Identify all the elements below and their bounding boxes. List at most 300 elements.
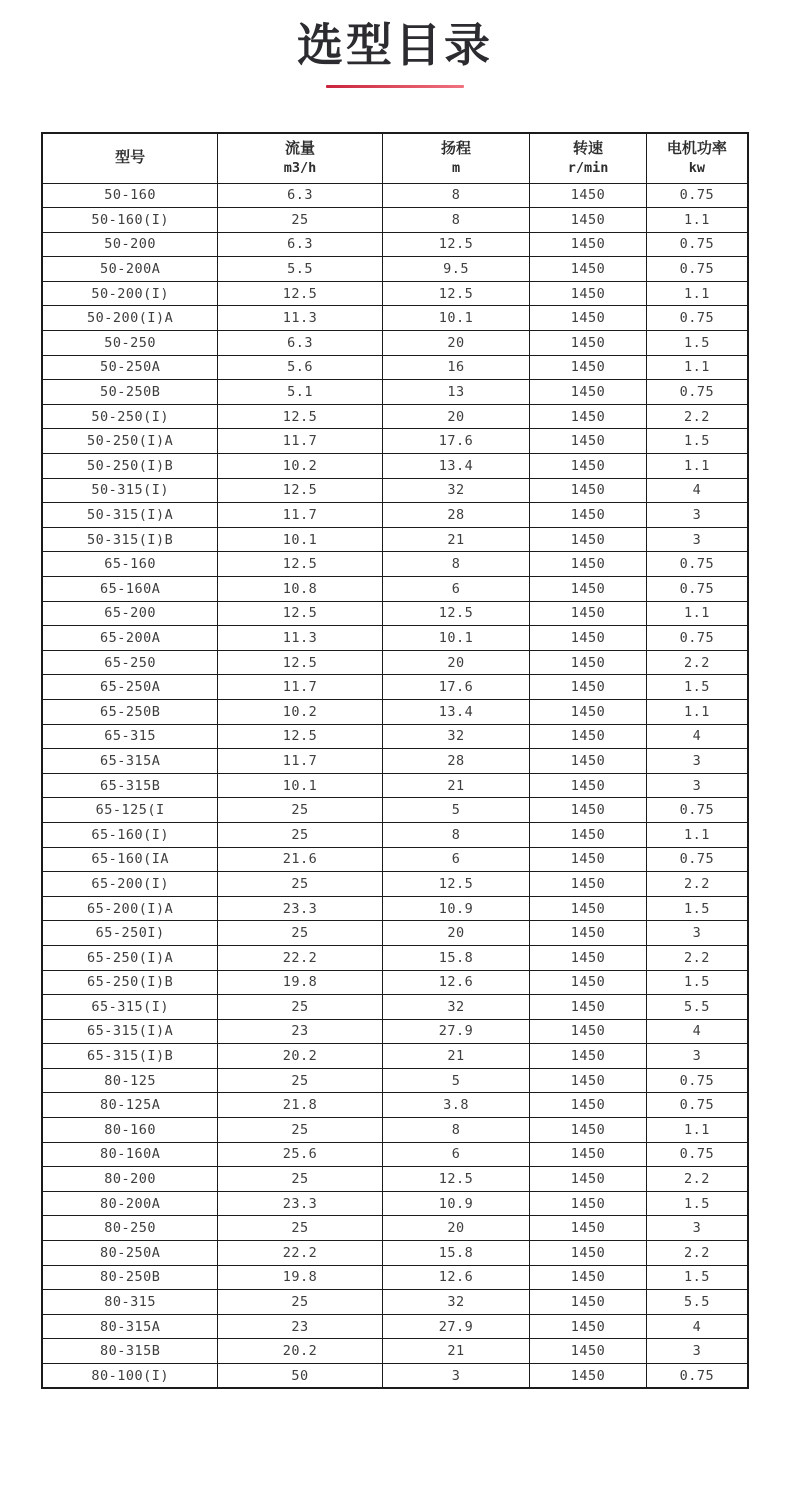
table-header <box>42 133 748 183</box>
cell-model: 80-200A <box>42 1191 218 1216</box>
cell-head: 12.5 <box>382 232 530 257</box>
cell-model: 80-125A <box>42 1093 218 1118</box>
page-title: 选型目录 <box>297 19 493 71</box>
table-row <box>42 1216 748 1241</box>
cell-model: 65-160(IA <box>42 847 218 872</box>
cell-flow: 25 <box>218 995 382 1020</box>
cell-speed: 1450 <box>530 232 646 257</box>
cell-flow: 23 <box>218 1314 382 1339</box>
cell-speed: 1450 <box>530 306 646 331</box>
cell-power: 3 <box>646 1216 748 1241</box>
cell-speed: 1450 <box>530 650 646 675</box>
cell-head: 13 <box>382 380 530 405</box>
cell-speed: 1450 <box>530 380 646 405</box>
cell-speed: 1450 <box>530 699 646 724</box>
cell-model: 50-200 <box>42 232 218 257</box>
cell-head: 6 <box>382 1142 530 1167</box>
cell-model: 50-160 <box>42 183 218 208</box>
table-row <box>42 675 748 700</box>
table-row <box>42 503 748 528</box>
table-row <box>42 478 748 503</box>
cell-model: 65-315(I) <box>42 995 218 1020</box>
header-model <box>42 133 218 183</box>
cell-power: 1.5 <box>646 896 748 921</box>
cell-model: 50-250A <box>42 355 218 380</box>
cell-head: 12.6 <box>382 1265 530 1290</box>
cell-flow: 6.3 <box>218 331 382 356</box>
cell-flow: 5.1 <box>218 380 382 405</box>
table-row <box>42 945 748 970</box>
cell-speed: 1450 <box>530 822 646 847</box>
cell-power: 1.1 <box>646 601 748 626</box>
cell-head: 32 <box>382 724 530 749</box>
cell-model: 65-250B <box>42 699 218 724</box>
table-row <box>42 1167 748 1192</box>
table-row <box>42 1019 748 1044</box>
cell-power: 3 <box>646 749 748 774</box>
cell-power: 0.75 <box>646 257 748 282</box>
table-row <box>42 749 748 774</box>
cell-speed: 1450 <box>530 1019 646 1044</box>
cell-flow: 12.5 <box>218 601 382 626</box>
cell-power: 0.75 <box>646 232 748 257</box>
cell-power: 1.1 <box>646 822 748 847</box>
cell-power: 2.2 <box>646 872 748 897</box>
cell-flow: 12.5 <box>218 478 382 503</box>
table-row <box>42 798 748 823</box>
header-flow <box>218 133 382 183</box>
cell-flow: 10.1 <box>218 527 382 552</box>
cell-head: 21 <box>382 773 530 798</box>
cell-flow: 21.6 <box>218 847 382 872</box>
cell-head: 20 <box>382 650 530 675</box>
cell-model: 65-250(I)A <box>42 945 218 970</box>
table-row <box>42 626 748 651</box>
cell-power: 2.2 <box>646 1241 748 1266</box>
cell-speed: 1450 <box>530 749 646 774</box>
cell-model: 65-315B <box>42 773 218 798</box>
cell-speed: 1450 <box>530 183 646 208</box>
cell-flow: 25.6 <box>218 1142 382 1167</box>
cell-power: 4 <box>646 724 748 749</box>
cell-head: 8 <box>382 1118 530 1143</box>
cell-model: 65-250A <box>42 675 218 700</box>
table-row <box>42 232 748 257</box>
cell-head: 9.5 <box>382 257 530 282</box>
cell-power: 0.75 <box>646 1364 748 1389</box>
cell-head: 21 <box>382 527 530 552</box>
cell-speed: 1450 <box>530 773 646 798</box>
cell-head: 8 <box>382 183 530 208</box>
cell-flow: 11.7 <box>218 429 382 454</box>
cell-head: 17.6 <box>382 675 530 700</box>
cell-flow: 12.5 <box>218 650 382 675</box>
cell-speed: 1450 <box>530 601 646 626</box>
cell-model: 65-200 <box>42 601 218 626</box>
table-row <box>42 404 748 429</box>
cell-speed: 1450 <box>530 527 646 552</box>
header-power-label: 电机功率 <box>666 140 727 158</box>
cell-head: 32 <box>382 478 530 503</box>
table-row <box>42 970 748 995</box>
table-row <box>42 208 748 233</box>
cell-speed: 1450 <box>530 945 646 970</box>
cell-model: 65-315A <box>42 749 218 774</box>
cell-head: 20 <box>382 331 530 356</box>
cell-power: 1.1 <box>646 699 748 724</box>
table-row <box>42 306 748 331</box>
cell-power: 0.75 <box>646 626 748 651</box>
cell-speed: 1450 <box>530 331 646 356</box>
table-row <box>42 1093 748 1118</box>
table-row <box>42 1290 748 1315</box>
table-row <box>42 1339 748 1364</box>
cell-power: 5.5 <box>646 1290 748 1315</box>
table-row <box>42 577 748 602</box>
cell-head: 32 <box>382 1290 530 1315</box>
cell-power: 0.75 <box>646 552 748 577</box>
cell-head: 10.1 <box>382 306 530 331</box>
cell-head: 12.5 <box>382 281 530 306</box>
cell-speed: 1450 <box>530 970 646 995</box>
cell-head: 20 <box>382 1216 530 1241</box>
cell-speed: 1450 <box>530 577 646 602</box>
table-row <box>42 822 748 847</box>
cell-model: 80-125 <box>42 1068 218 1093</box>
cell-power: 3 <box>646 1339 748 1364</box>
cell-head: 27.9 <box>382 1019 530 1044</box>
cell-flow: 19.8 <box>218 970 382 995</box>
cell-flow: 12.5 <box>218 281 382 306</box>
table-body <box>42 183 748 1388</box>
cell-head: 3.8 <box>382 1093 530 1118</box>
cell-power: 1.1 <box>646 454 748 479</box>
cell-head: 5 <box>382 798 530 823</box>
cell-flow: 20.2 <box>218 1044 382 1069</box>
cell-flow: 25 <box>218 1290 382 1315</box>
cell-head: 5 <box>382 1068 530 1093</box>
cell-power: 1.1 <box>646 355 748 380</box>
cell-model: 50-160(I) <box>42 208 218 233</box>
cell-head: 3 <box>382 1364 530 1389</box>
cell-flow: 23.3 <box>218 1191 382 1216</box>
cell-model: 80-160A <box>42 1142 218 1167</box>
table-row <box>42 1314 748 1339</box>
table-row <box>42 552 748 577</box>
header-power <box>646 133 748 183</box>
cell-power: 1.5 <box>646 429 748 454</box>
table-row <box>42 454 748 479</box>
header-head <box>382 133 530 183</box>
cell-model: 50-200(I) <box>42 281 218 306</box>
cell-power: 0.75 <box>646 1093 748 1118</box>
cell-model: 80-160 <box>42 1118 218 1143</box>
cell-speed: 1450 <box>530 1191 646 1216</box>
cell-model: 65-250(I)B <box>42 970 218 995</box>
cell-flow: 5.5 <box>218 257 382 282</box>
cell-model: 80-250A <box>42 1241 218 1266</box>
cell-power: 2.2 <box>646 1167 748 1192</box>
cell-speed: 1450 <box>530 257 646 282</box>
cell-speed: 1450 <box>530 478 646 503</box>
cell-head: 17.6 <box>382 429 530 454</box>
cell-model: 80-200 <box>42 1167 218 1192</box>
cell-head: 10.9 <box>382 896 530 921</box>
cell-speed: 1450 <box>530 921 646 946</box>
cell-power: 3 <box>646 503 748 528</box>
table-row <box>42 355 748 380</box>
cell-flow: 25 <box>218 1068 382 1093</box>
cell-speed: 1450 <box>530 1364 646 1389</box>
cell-power: 4 <box>646 478 748 503</box>
cell-head: 6 <box>382 577 530 602</box>
cell-power: 0.75 <box>646 380 748 405</box>
cell-head: 13.4 <box>382 454 530 479</box>
cell-flow: 25 <box>218 798 382 823</box>
cell-speed: 1450 <box>530 404 646 429</box>
table-row <box>42 380 748 405</box>
cell-model: 80-250B <box>42 1265 218 1290</box>
cell-flow: 11.3 <box>218 626 382 651</box>
header-row <box>42 133 748 183</box>
cell-power: 1.5 <box>646 331 748 356</box>
cell-flow: 25 <box>218 1118 382 1143</box>
table-row <box>42 1191 748 1216</box>
header-head-label: 扬程 <box>441 140 472 158</box>
cell-flow: 25 <box>218 1216 382 1241</box>
cell-head: 12.6 <box>382 970 530 995</box>
cell-model: 80-315B <box>42 1339 218 1364</box>
cell-speed: 1450 <box>530 1068 646 1093</box>
cell-model: 65-315(I)A <box>42 1019 218 1044</box>
cell-power: 4 <box>646 1019 748 1044</box>
cell-speed: 1450 <box>530 1167 646 1192</box>
cell-model: 65-250I) <box>42 921 218 946</box>
cell-power: 0.75 <box>646 1142 748 1167</box>
cell-speed: 1450 <box>530 454 646 479</box>
cell-speed: 1450 <box>530 355 646 380</box>
cell-power: 0.75 <box>646 847 748 872</box>
cell-speed: 1450 <box>530 1265 646 1290</box>
cell-head: 12.5 <box>382 872 530 897</box>
cell-flow: 20.2 <box>218 1339 382 1364</box>
cell-model: 50-315(I)B <box>42 527 218 552</box>
cell-speed: 1450 <box>530 995 646 1020</box>
table-row <box>42 699 748 724</box>
cell-power: 3 <box>646 527 748 552</box>
table-row <box>42 724 748 749</box>
cell-head: 32 <box>382 995 530 1020</box>
cell-flow: 10.8 <box>218 577 382 602</box>
cell-speed: 1450 <box>530 429 646 454</box>
table-row <box>42 1142 748 1167</box>
table-row <box>42 1364 748 1389</box>
table-row <box>42 896 748 921</box>
cell-speed: 1450 <box>530 798 646 823</box>
cell-flow: 21.8 <box>218 1093 382 1118</box>
cell-flow: 11.7 <box>218 749 382 774</box>
table-row <box>42 1044 748 1069</box>
table-row <box>42 601 748 626</box>
cell-speed: 1450 <box>530 847 646 872</box>
table-row <box>42 1118 748 1143</box>
header-flow-unit: m3/h <box>283 160 317 177</box>
cell-head: 28 <box>382 503 530 528</box>
cell-head: 20 <box>382 921 530 946</box>
cell-model: 50-250(I)B <box>42 454 218 479</box>
cell-model: 80-315 <box>42 1290 218 1315</box>
table-row <box>42 183 748 208</box>
cell-model: 50-250 <box>42 331 218 356</box>
cell-head: 21 <box>382 1044 530 1069</box>
table-row <box>42 281 748 306</box>
cell-flow: 10.2 <box>218 454 382 479</box>
cell-speed: 1450 <box>530 872 646 897</box>
cell-model: 50-250(I) <box>42 404 218 429</box>
header-speed <box>530 133 646 183</box>
cell-power: 1.5 <box>646 970 748 995</box>
cell-flow: 22.2 <box>218 945 382 970</box>
cell-speed: 1450 <box>530 1339 646 1364</box>
cell-flow: 25 <box>218 1167 382 1192</box>
cell-head: 15.8 <box>382 1241 530 1266</box>
cell-power: 1.5 <box>646 1191 748 1216</box>
table-row <box>42 429 748 454</box>
cell-model: 50-315(I)A <box>42 503 218 528</box>
cell-flow: 25 <box>218 872 382 897</box>
cell-flow: 11.7 <box>218 675 382 700</box>
cell-flow: 23.3 <box>218 896 382 921</box>
table-row <box>42 1265 748 1290</box>
cell-head: 12.5 <box>382 1167 530 1192</box>
cell-model: 65-250 <box>42 650 218 675</box>
cell-power: 5.5 <box>646 995 748 1020</box>
cell-model: 50-250B <box>42 380 218 405</box>
table-row <box>42 1068 748 1093</box>
cell-speed: 1450 <box>530 281 646 306</box>
cell-model: 80-315A <box>42 1314 218 1339</box>
header-power-unit: kw <box>688 160 706 177</box>
cell-model: 65-315 <box>42 724 218 749</box>
cell-flow: 11.3 <box>218 306 382 331</box>
cell-flow: 12.5 <box>218 552 382 577</box>
table-row <box>42 847 748 872</box>
cell-speed: 1450 <box>530 724 646 749</box>
cell-head: 21 <box>382 1339 530 1364</box>
cell-flow: 12.5 <box>218 404 382 429</box>
cell-flow: 22.2 <box>218 1241 382 1266</box>
table-row <box>42 1241 748 1266</box>
cell-head: 15.8 <box>382 945 530 970</box>
header-speed-label: 转速 <box>573 140 604 158</box>
table-row <box>42 872 748 897</box>
cell-power: 0.75 <box>646 183 748 208</box>
cell-model: 65-160 <box>42 552 218 577</box>
selection-catalog-table <box>41 132 749 1389</box>
cell-power: 3 <box>646 921 748 946</box>
table-row <box>42 527 748 552</box>
cell-head: 6 <box>382 847 530 872</box>
table-row <box>42 995 748 1020</box>
cell-power: 3 <box>646 773 748 798</box>
cell-flow: 50 <box>218 1364 382 1389</box>
cell-flow: 11.7 <box>218 503 382 528</box>
cell-speed: 1450 <box>530 1044 646 1069</box>
cell-power: 1.1 <box>646 1118 748 1143</box>
cell-head: 20 <box>382 404 530 429</box>
cell-speed: 1450 <box>530 1241 646 1266</box>
cell-speed: 1450 <box>530 208 646 233</box>
cell-power: 0.75 <box>646 798 748 823</box>
cell-flow: 6.3 <box>218 183 382 208</box>
table-row <box>42 650 748 675</box>
cell-flow: 25 <box>218 208 382 233</box>
cell-flow: 25 <box>218 921 382 946</box>
cell-model: 65-160A <box>42 577 218 602</box>
cell-speed: 1450 <box>530 1093 646 1118</box>
cell-flow: 25 <box>218 822 382 847</box>
title-divider <box>326 85 464 88</box>
cell-head: 12.5 <box>382 601 530 626</box>
cell-speed: 1450 <box>530 1216 646 1241</box>
cell-flow: 19.8 <box>218 1265 382 1290</box>
cell-flow: 10.1 <box>218 773 382 798</box>
cell-speed: 1450 <box>530 1290 646 1315</box>
header-speed-unit: r/min <box>567 160 609 177</box>
cell-model: 65-200(I) <box>42 872 218 897</box>
cell-flow: 23 <box>218 1019 382 1044</box>
cell-model: 50-200(I)A <box>42 306 218 331</box>
cell-speed: 1450 <box>530 552 646 577</box>
cell-power: 1.1 <box>646 281 748 306</box>
cell-head: 10.1 <box>382 626 530 651</box>
cell-power: 0.75 <box>646 577 748 602</box>
cell-model: 80-100(I) <box>42 1364 218 1389</box>
cell-speed: 1450 <box>530 626 646 651</box>
cell-speed: 1450 <box>530 896 646 921</box>
cell-model: 65-160(I) <box>42 822 218 847</box>
header-model-label: 型号 <box>115 149 146 167</box>
cell-speed: 1450 <box>530 1142 646 1167</box>
cell-power: 4 <box>646 1314 748 1339</box>
cell-head: 10.9 <box>382 1191 530 1216</box>
cell-flow: 5.6 <box>218 355 382 380</box>
table-row <box>42 773 748 798</box>
cell-model: 50-315(I) <box>42 478 218 503</box>
cell-power: 0.75 <box>646 1068 748 1093</box>
cell-power: 1.5 <box>646 1265 748 1290</box>
cell-flow: 10.2 <box>218 699 382 724</box>
cell-head: 16 <box>382 355 530 380</box>
cell-power: 2.2 <box>646 650 748 675</box>
cell-speed: 1450 <box>530 1314 646 1339</box>
cell-head: 8 <box>382 552 530 577</box>
table-row <box>42 331 748 356</box>
cell-speed: 1450 <box>530 675 646 700</box>
cell-model: 65-200(I)A <box>42 896 218 921</box>
table-row <box>42 921 748 946</box>
cell-head: 27.9 <box>382 1314 530 1339</box>
cell-power: 1.5 <box>646 675 748 700</box>
cell-model: 65-125(I <box>42 798 218 823</box>
cell-model: 50-200A <box>42 257 218 282</box>
cell-model: 50-250(I)A <box>42 429 218 454</box>
table-row <box>42 257 748 282</box>
cell-power: 1.1 <box>646 208 748 233</box>
cell-head: 8 <box>382 822 530 847</box>
cell-flow: 6.3 <box>218 232 382 257</box>
cell-power: 2.2 <box>646 404 748 429</box>
